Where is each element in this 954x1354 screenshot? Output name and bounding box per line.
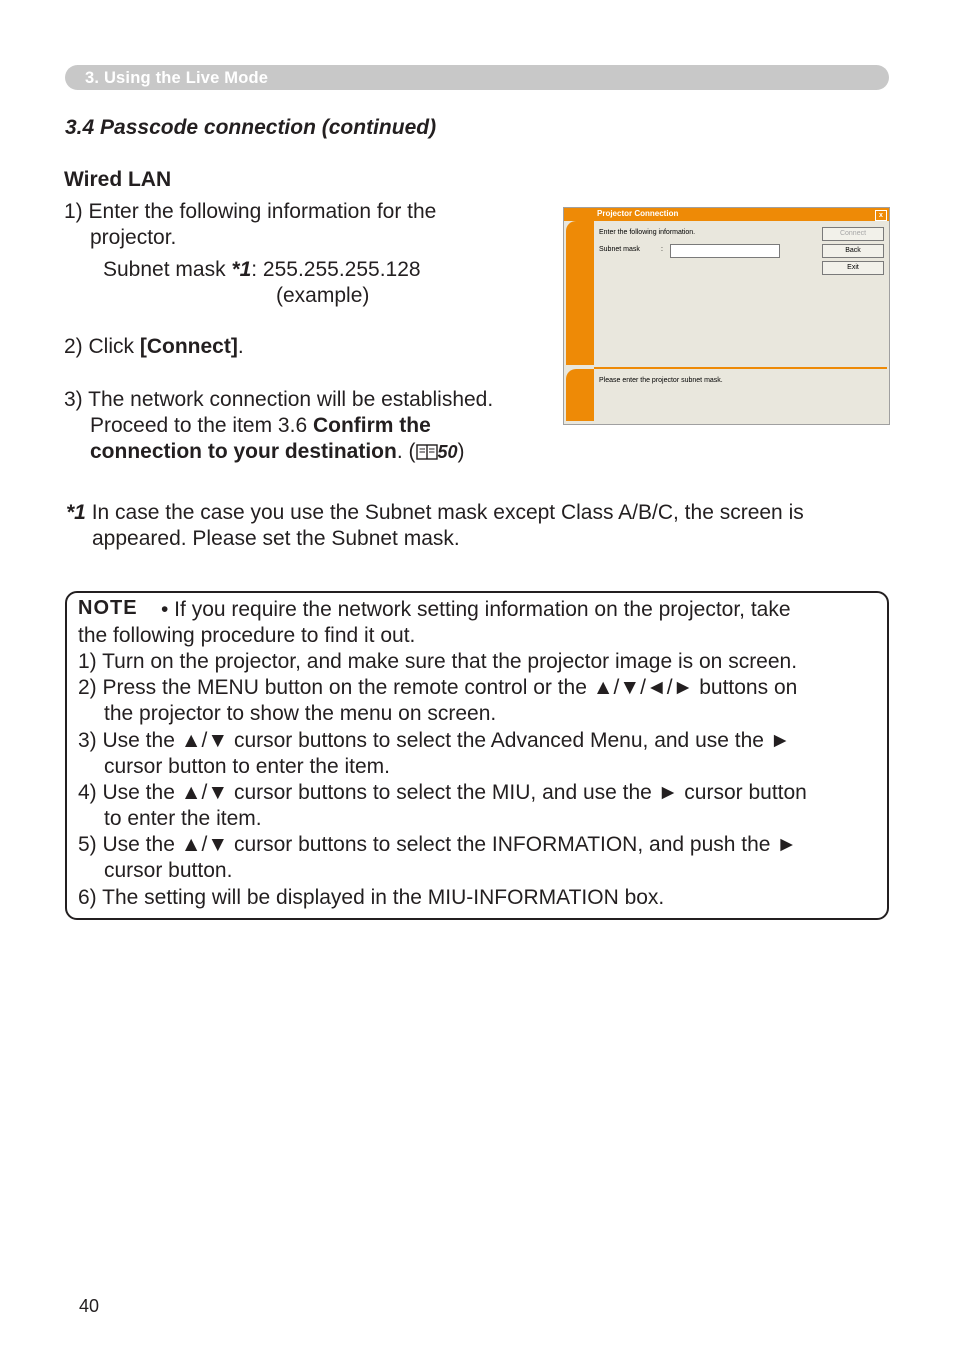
chapter-header-bar [65, 65, 889, 90]
dialog-title-bar [564, 208, 889, 221]
connect-button[interactable]: Connect [822, 227, 884, 241]
book-icon [416, 441, 438, 457]
subnet-mask-input[interactable] [670, 244, 780, 258]
dialog-side-panel-top [566, 221, 594, 365]
close-icon[interactable]: x [875, 210, 887, 221]
dialog-status-message: Please enter the projector subnet mask. [599, 377, 723, 384]
subnet-footnote-ref: *1 [231, 258, 252, 281]
section-title: 3.4 Passcode connection (continued) [65, 116, 437, 139]
note-label: NOTE [78, 597, 138, 619]
back-button[interactable]: Back [822, 244, 884, 258]
step3-line3-suffix: . ( [396, 440, 416, 463]
step3-close: ) [457, 440, 465, 463]
page-number: 40 [79, 1296, 100, 1316]
note-step5-line2: cursor button. [104, 859, 233, 882]
step2-prefix: 2) Click [64, 335, 140, 358]
dialog-divider [594, 367, 887, 369]
subnet-mask-line [103, 257, 421, 283]
footnote-line2: appeared. Please set the Subnet mask. [92, 527, 460, 550]
step3-line1: 3) The network connection will be established. [64, 388, 494, 411]
note-step2-line2: the projector to show the menu on screen. [104, 702, 497, 725]
note-intro-line1: • If you require the network setting information on the projector, take [161, 598, 791, 621]
note-step4-line2: to enter the item. [104, 807, 262, 830]
subnet-mask-label: Subnet mask [103, 258, 232, 281]
step1-line2: projector. [90, 226, 177, 249]
step3-line2 [90, 413, 431, 439]
dialog-title: Projector Connection [597, 209, 679, 218]
note-intro-line2: the following procedure to find it out. [78, 624, 416, 647]
connect-ref: [Connect] [139, 335, 238, 358]
step3-line2-bold: Confirm the [312, 414, 431, 437]
subnet-mask-value: : 255.255.255.128 [251, 258, 421, 281]
exit-button[interactable]: Exit [822, 261, 884, 275]
dialog-instruction: Enter the following information. [599, 229, 696, 236]
step3-line2-prefix: Proceed to the item 3.6 [90, 414, 313, 437]
step3-line3-bold: connection to your destination [90, 440, 397, 463]
subnet-example: (example) [276, 284, 370, 307]
footnote-ref: *1 [66, 501, 86, 524]
step2-line [64, 334, 244, 360]
note-step1: 1) Turn on the projector, and make sure that the projector image is on screen. [78, 650, 798, 673]
step1-line1: 1) Enter the following information for the [64, 200, 437, 223]
chapter-header-title: 3. Using the Live Mode [85, 69, 269, 87]
note-step5-line1: 5) Use the ▲/▼ cursor buttons to select the INFORMATION, and push the ► [78, 833, 798, 856]
page-ref: 50 [437, 442, 458, 462]
footnote-text: In case the case you use the Subnet mask except Class A/B/C, the screen is [85, 501, 804, 524]
note-step4-line1: 4) Use the ▲/▼ cursor buttons to select the MIU, and use the ► cursor button [78, 781, 807, 804]
note-step3-line1: 3) Use the ▲/▼ cursor buttons to select the Advanced Menu, and use the ► [78, 729, 791, 752]
wired-lan-heading: Wired LAN [64, 168, 172, 191]
step3-line3 [90, 439, 465, 465]
note-step3-line2: cursor button to enter the item. [104, 755, 390, 778]
dialog-side-panel-bottom [566, 369, 594, 421]
note-step2-line1: 2) Press the MENU button on the remote control or the ▲/▼/◄/► buttons on [78, 676, 798, 699]
subnet-mask-field-label: Subnet mask [599, 246, 640, 253]
field-colon: : [661, 246, 663, 253]
footnote-line1 [66, 500, 804, 526]
note-step6: 6) The setting will be displayed in the MIU-INFORMATION box. [78, 886, 665, 909]
projector-connection-dialog [563, 207, 890, 425]
step2-suffix: . [237, 335, 244, 358]
